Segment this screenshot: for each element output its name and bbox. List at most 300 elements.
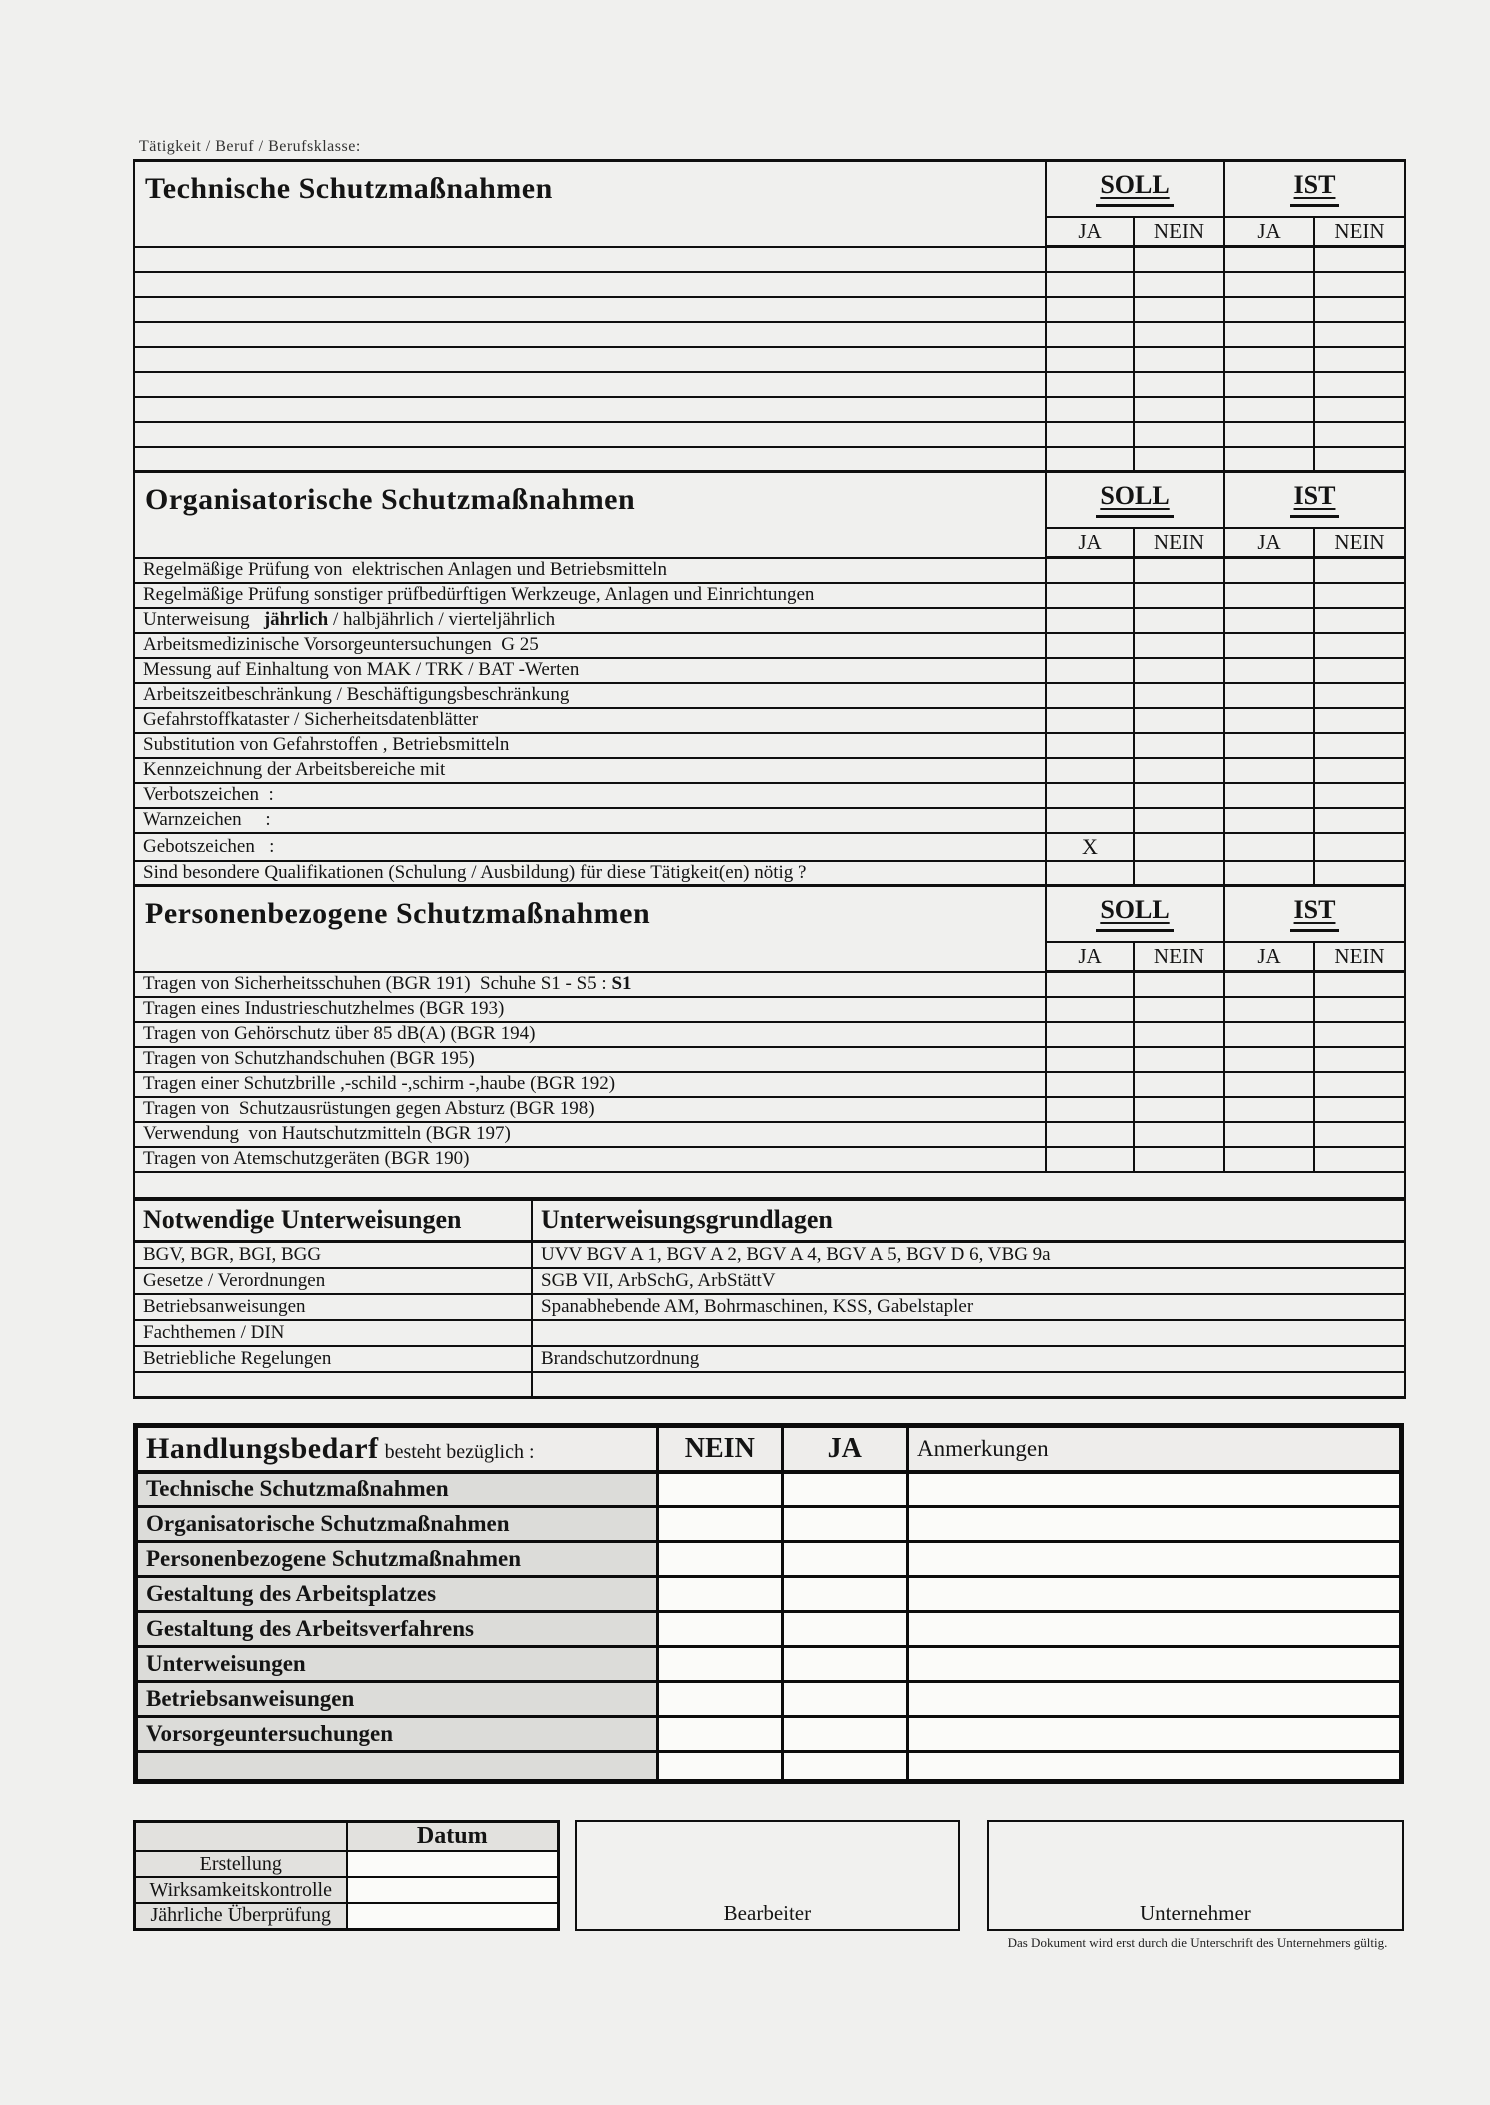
soll-ja-cell [1046, 372, 1134, 397]
handlungsbedarf-title-cell [136, 1426, 658, 1472]
soll-ja-cell [1046, 608, 1134, 633]
measure-label-cell [134, 658, 1046, 683]
measure-label-cell [134, 1097, 1046, 1122]
measure-label-cell [134, 1072, 1046, 1097]
handlungsbedarf-row-label [136, 1752, 658, 1782]
measure-label: Tragen von Schutzhandschuhen (BGR 195) [143, 1048, 475, 1069]
unterweisung-topic: BGV, BGR, BGI, BGG [134, 1242, 532, 1268]
soll-ja-cell [1046, 347, 1134, 372]
bearbeiter-signature-box [575, 1820, 960, 1931]
measure-row [134, 583, 1405, 608]
soll-ja-cell [1046, 861, 1134, 886]
soll-nein-cell [1134, 758, 1224, 783]
soll-nein-cell [1134, 422, 1224, 447]
datum-row-label: Erstellung [135, 1851, 347, 1877]
measure-label: Regelmäßige Prüfung sonstiger prüfbedürftigen Werkzeuge, Anlagen und Einrichtungen [143, 584, 815, 605]
measure-label-cell [134, 833, 1046, 861]
measure-label: Tragen von Schutzausrüstungen gegen Absturz (BGR 198) [143, 1098, 595, 1119]
nein-cell [658, 1752, 782, 1782]
anmerkungen-cell [908, 1542, 1402, 1577]
soll-ja-cell [1046, 808, 1134, 833]
nein-cell [658, 1472, 782, 1507]
soll-nein-header: NEIN [1134, 528, 1224, 558]
empty-measure-row [134, 272, 1405, 297]
ist-header [1224, 886, 1405, 942]
anmerkungen-cell [908, 1717, 1402, 1752]
ja-column-header: JA [782, 1426, 907, 1472]
ist-nein-cell [1314, 658, 1405, 683]
ist-nein-cell [1314, 733, 1405, 758]
ist-ja-cell [1224, 422, 1314, 447]
ist-ja-cell [1224, 683, 1314, 708]
ist-nein-cell [1314, 633, 1405, 658]
ist-nein-cell [1314, 758, 1405, 783]
datum-header: Datum [347, 1822, 559, 1852]
soll-ja-cell [1046, 1072, 1134, 1097]
x-mark-cell: X [1046, 833, 1134, 861]
unterweisungen-col1-header: Notwendige Unterweisungen [134, 1200, 532, 1242]
measure-label-cell [134, 372, 1046, 397]
measure-label: Unterweisung [143, 609, 264, 630]
measure-label-cell [134, 683, 1046, 708]
soll-nein-cell [1134, 297, 1224, 322]
unterweisung-topic: Betriebsanweisungen [134, 1294, 532, 1320]
nein-cell [658, 1577, 782, 1612]
measure-label-cell [134, 1122, 1046, 1147]
ist-ja-cell [1224, 583, 1314, 608]
ist-ja-cell [1224, 1047, 1314, 1072]
handlungsbedarf-title: Handlungsbedarf [146, 1431, 379, 1465]
soll-nein-cell [1134, 583, 1224, 608]
ist-nein-cell [1314, 783, 1405, 808]
unterweisung-row [134, 1372, 1405, 1398]
handlungsbedarf-header-row [136, 1426, 1402, 1472]
ist-ja-cell [1224, 633, 1314, 658]
soll-nein-cell [1134, 272, 1224, 297]
measure-label-cell: Tragen von Sicherheitsschuhen (BGR 191) Schuhe S1 - S5 : S1 [134, 972, 1046, 997]
ist-ja-cell [1224, 733, 1314, 758]
soll-nein-cell [1134, 447, 1224, 472]
measure-label: Substitution von Gefahrstoffen , Betriebsmitteln [143, 734, 510, 755]
nein-cell [658, 1647, 782, 1682]
handlungsbedarf-row [136, 1542, 1402, 1577]
empty-measure-row [134, 347, 1405, 372]
measure-label-cell [134, 272, 1046, 297]
measure-label-cell [134, 1022, 1046, 1047]
measure-label-cell [134, 447, 1046, 472]
ist-ja-cell [1224, 658, 1314, 683]
measure-label-cell [134, 397, 1046, 422]
measure-label: Verwendung von Hautschutzmitteln (BGR 197) [143, 1123, 511, 1144]
ist-ja-cell [1224, 608, 1314, 633]
measure-label-cell [134, 583, 1046, 608]
measure-row [134, 658, 1405, 683]
soll-ja-cell [1046, 247, 1134, 272]
ist-label: IST [1290, 481, 1340, 518]
empty-measure-row [134, 422, 1405, 447]
ist-header [1224, 472, 1405, 528]
ist-nein-cell [1314, 272, 1405, 297]
datum-value-cell [347, 1851, 559, 1877]
soll-ja-cell [1046, 1097, 1134, 1122]
ist-ja-cell [1224, 322, 1314, 347]
handlungsbedarf-row [136, 1682, 1402, 1717]
nein-column-header: NEIN [658, 1426, 782, 1472]
soll-ja-cell [1046, 783, 1134, 808]
soll-nein-cell [1134, 997, 1224, 1022]
soll-nein-cell [1134, 1147, 1224, 1172]
soll-nein-cell [1134, 658, 1224, 683]
datum-row-label: Jährliche Überprüfung [135, 1903, 347, 1929]
measure-label: Tragen von Gehörschutz über 85 dB(A) (BGR 194) [143, 1023, 536, 1044]
measures-table [133, 159, 1406, 1199]
ist-ja-cell [1224, 1022, 1314, 1047]
handlungsbedarf-row-label: Technische Schutzmaßnahmen [136, 1472, 658, 1507]
ist-ja-cell [1224, 833, 1314, 861]
soll-ja-header: JA [1046, 942, 1134, 972]
unterweisungen-table [133, 1199, 1406, 1400]
soll-ja-cell [1046, 633, 1134, 658]
handlungsbedarf-row [136, 1507, 1402, 1542]
measure-row [134, 783, 1405, 808]
measure-label: Messung auf Einhaltung von MAK / TRK / BAT -Werten [143, 659, 580, 680]
soll-nein-cell [1134, 1122, 1224, 1147]
measure-row [134, 1072, 1405, 1097]
soll-ja-cell [1046, 297, 1134, 322]
ist-ja-cell [1224, 783, 1314, 808]
ist-nein-cell [1314, 422, 1405, 447]
ist-header [1224, 161, 1405, 217]
measure-label: Kennzeichnung der Arbeitsbereiche mit [143, 759, 446, 780]
unterweisung-topic: Betriebliche Regelungen [134, 1346, 532, 1372]
soll-label: SOLL [1096, 895, 1173, 932]
soll-ja-cell [1046, 758, 1134, 783]
unterweisung-basis: Spanabhebende AM, Bohrmaschinen, KSS, Gabelstapler [532, 1294, 1405, 1320]
measure-row [134, 608, 1405, 633]
anmerkungen-cell [908, 1507, 1402, 1542]
ist-nein-cell [1314, 247, 1405, 272]
measure-label: Tragen von Atemschutzgeräten (BGR 190) [143, 1148, 470, 1169]
ist-nein-cell [1314, 583, 1405, 608]
soll-ja-cell [1046, 1022, 1134, 1047]
measure-label-cell [134, 322, 1046, 347]
ja-cell [782, 1682, 907, 1717]
unterweisung-basis: SGB VII, ArbSchG, ArbStättV [532, 1268, 1405, 1294]
soll-ja-cell [1046, 397, 1134, 422]
unterweisung-row [134, 1242, 1405, 1268]
measure-row [134, 833, 1405, 861]
ist-ja-cell [1224, 1072, 1314, 1097]
ja-cell [782, 1752, 907, 1782]
soll-ja-cell [1046, 1147, 1134, 1172]
spacer-row [134, 1172, 1405, 1198]
measure-label: Verbotszeichen : [143, 784, 274, 805]
ja-cell [782, 1542, 907, 1577]
ist-ja-cell [1224, 347, 1314, 372]
anmerkungen-cell [908, 1752, 1402, 1782]
ist-ja-cell [1224, 297, 1314, 322]
soll-ja-cell [1046, 1047, 1134, 1072]
measure-label-cell [134, 733, 1046, 758]
unterweisung-row [134, 1346, 1405, 1372]
soll-nein-cell [1134, 1072, 1224, 1097]
ist-ja-cell [1224, 247, 1314, 272]
ist-ja-cell [1224, 397, 1314, 422]
activity-class-label: Tätigkeit / Beruf / Berufsklasse: [139, 138, 361, 155]
section-header-personenbezogen [134, 886, 1405, 942]
soll-ja-cell [1046, 683, 1134, 708]
soll-nein-cell [1134, 372, 1224, 397]
measure-row [134, 1022, 1405, 1047]
ist-ja-header: JA [1224, 528, 1314, 558]
handlungsbedarf-row [136, 1577, 1402, 1612]
handlungsbedarf-row-label: Vorsorgeuntersuchungen [136, 1717, 658, 1752]
handlungsbedarf-row-label: Betriebsanweisungen [136, 1682, 658, 1717]
soll-nein-header: NEIN [1134, 942, 1224, 972]
measure-label: Warnzeichen : [143, 809, 271, 830]
ist-nein-header: NEIN [1314, 528, 1405, 558]
handlungsbedarf-row [136, 1717, 1402, 1752]
nein-cell [658, 1717, 782, 1752]
empty-measure-row [134, 322, 1405, 347]
soll-nein-cell [1134, 783, 1224, 808]
measure-row [134, 1097, 1405, 1122]
soll-header [1046, 886, 1224, 942]
measure-label: Tragen eines Industrieschutzhelmes (BGR 193) [143, 998, 505, 1019]
ist-nein-cell [1314, 322, 1405, 347]
ist-ja-cell [1224, 708, 1314, 733]
unterweisungen-col2-header: Unterweisungsgrundlagen [532, 1200, 1405, 1242]
soll-nein-cell [1134, 633, 1224, 658]
datum-row [135, 1851, 559, 1877]
measure-label: Gebotszeichen : [143, 835, 275, 857]
soll-nein-cell [1134, 1047, 1224, 1072]
measure-row [134, 1047, 1405, 1072]
ist-ja-cell [1224, 447, 1314, 472]
datum-header-row [135, 1822, 559, 1852]
ja-cell [782, 1577, 907, 1612]
empty-measure-row [134, 372, 1405, 397]
ist-nein-cell [1314, 708, 1405, 733]
ist-nein-cell [1314, 1072, 1405, 1097]
handlungsbedarf-row [136, 1472, 1402, 1507]
measure-row [134, 683, 1405, 708]
ist-nein-cell [1314, 833, 1405, 861]
unternehmer-signature-box [987, 1820, 1404, 1931]
handlungsbedarf-row [136, 1647, 1402, 1682]
form-content [133, 138, 1404, 1951]
ist-nein-cell [1314, 861, 1405, 886]
handlungsbedarf-empty-row [136, 1752, 1402, 1782]
ist-nein-cell [1314, 1122, 1405, 1147]
ist-ja-cell [1224, 861, 1314, 886]
section-header-organisatorisch [134, 472, 1405, 528]
ist-ja-cell [1224, 997, 1314, 1022]
ja-cell [782, 1717, 907, 1752]
measure-row [134, 861, 1405, 886]
unterweisung-row [134, 1294, 1405, 1320]
measure-label-cell [134, 861, 1046, 886]
datum-value-cell [347, 1877, 559, 1903]
ist-nein-cell [1314, 1022, 1405, 1047]
datum-header-empty-cell [135, 1822, 347, 1852]
soll-nein-cell [1134, 247, 1224, 272]
unterweisungen-header-row [134, 1200, 1405, 1242]
ist-ja-header: JA [1224, 942, 1314, 972]
soll-nein-cell [1134, 708, 1224, 733]
unterweisung-basis: Brandschutzordnung [532, 1346, 1405, 1372]
ist-nein-cell [1314, 1147, 1405, 1172]
ist-ja-cell [1224, 758, 1314, 783]
measure-row [134, 808, 1405, 833]
measure-label: Arbeitsmedizinische Vorsorgeuntersuchungen G 25 [143, 634, 539, 655]
spacer-cell [134, 1172, 1405, 1198]
ist-nein-cell [1314, 608, 1405, 633]
ist-nein-cell [1314, 997, 1405, 1022]
anmerkungen-cell [908, 1472, 1402, 1507]
measure-label-cell [134, 422, 1046, 447]
section-title-personenbezogen: Personenbezogene Schutzmaßnahmen [134, 886, 1046, 972]
handlungsbedarf-row [136, 1612, 1402, 1647]
nein-cell [658, 1612, 782, 1647]
datum-row [135, 1903, 559, 1929]
nein-cell [658, 1507, 782, 1542]
measure-row [134, 708, 1405, 733]
section-title-organisatorisch: Organisatorische Schutzmaßnahmen [134, 472, 1046, 558]
empty-measure-row [134, 447, 1405, 472]
ist-nein-cell [1314, 1097, 1405, 1122]
measure-row [134, 633, 1405, 658]
ja-cell [782, 1507, 907, 1542]
soll-nein-header: NEIN [1134, 217, 1224, 247]
measure-label: Tragen von Sicherheitsschuhen (BGR 191) Schuhe S1 - S5 : [143, 973, 612, 994]
soll-nein-cell [1134, 322, 1224, 347]
datum-table [133, 1820, 560, 1931]
ist-nein-cell [1314, 683, 1405, 708]
measure-row [134, 997, 1405, 1022]
ist-nein-cell [1314, 397, 1405, 422]
validity-note: Das Dokument wird erst durch die Unterschrift des Unternehmers gültig. [1007, 1934, 1388, 1950]
soll-ja-header: JA [1046, 217, 1134, 247]
measure-label: Regelmäßige Prüfung von elektrischen Anlagen und Betriebsmitteln [143, 559, 667, 580]
empty-measure-row [134, 297, 1405, 322]
handlungsbedarf-row-label: Gestaltung des Arbeitsverfahrens [136, 1612, 658, 1647]
ist-nein-cell [1314, 347, 1405, 372]
soll-nein-cell [1134, 1022, 1224, 1047]
measure-row [134, 1147, 1405, 1172]
soll-nein-cell [1134, 833, 1224, 861]
handlungsbedarf-subtitle: besteht bezüglich : [384, 1440, 535, 1463]
ist-ja-cell [1224, 1122, 1314, 1147]
empty-measure-row [134, 397, 1405, 422]
soll-ja-header: JA [1046, 528, 1134, 558]
handlungsbedarf-row-label: Organisatorische Schutzmaßnahmen [136, 1507, 658, 1542]
soll-ja-cell [1046, 322, 1134, 347]
ist-nein-cell [1314, 447, 1405, 472]
unterweisung-topic: Fachthemen / DIN [134, 1320, 532, 1346]
anmerkungen-cell [908, 1647, 1402, 1682]
measure-label: Sind besondere Qualifikationen (Schulung / Ausbildung) für diese Tätigkeit(en) nötig ? [143, 861, 807, 883]
soll-ja-cell [1046, 733, 1134, 758]
ist-nein-cell [1314, 1047, 1405, 1072]
handlungsbedarf-table [133, 1423, 1404, 1784]
handlungsbedarf-row-label: Gestaltung des Arbeitsplatzes [136, 1577, 658, 1612]
soll-ja-cell [1046, 972, 1134, 997]
unterweisung-topic [134, 1372, 532, 1398]
measure-label-cell [134, 758, 1046, 783]
soll-ja-cell [1046, 708, 1134, 733]
measure-label: Arbeitszeitbeschränkung / Beschäftigungsbeschränkung [143, 684, 570, 705]
ist-ja-cell [1224, 1147, 1314, 1172]
ist-ja-cell [1224, 558, 1314, 583]
ja-cell [782, 1647, 907, 1682]
soll-nein-cell [1134, 558, 1224, 583]
ist-nein-cell [1314, 297, 1405, 322]
soll-label: SOLL [1096, 170, 1173, 207]
soll-nein-cell [1134, 972, 1224, 997]
measure-label-cell [134, 247, 1046, 272]
unterweisung-row [134, 1320, 1405, 1346]
measure-row [134, 1122, 1405, 1147]
soll-nein-cell [1134, 1097, 1224, 1122]
datum-value-cell [347, 1903, 559, 1929]
measure-label-cell [134, 708, 1046, 733]
soll-header [1046, 472, 1224, 528]
handlungsbedarf-row-label: Unterweisungen [136, 1647, 658, 1682]
unterweisung-topic: Gesetze / Verordnungen [134, 1268, 532, 1294]
anmerkungen-cell [908, 1682, 1402, 1717]
measure-row [134, 733, 1405, 758]
soll-ja-cell [1046, 272, 1134, 297]
ist-label: IST [1290, 170, 1340, 207]
section-header-technisch [134, 161, 1405, 217]
measure-label-cell [134, 808, 1046, 833]
ist-ja-cell [1224, 972, 1314, 997]
footer-section [133, 1820, 1404, 1931]
soll-nein-cell [1134, 397, 1224, 422]
soll-ja-cell [1046, 997, 1134, 1022]
ja-cell [782, 1472, 907, 1507]
soll-nein-cell [1134, 683, 1224, 708]
ist-ja-cell [1224, 808, 1314, 833]
anmerkungen-cell [908, 1612, 1402, 1647]
soll-ja-cell [1046, 1122, 1134, 1147]
soll-ja-cell [1046, 583, 1134, 608]
measure-label-cell [134, 1047, 1046, 1072]
bearbeiter-label: Bearbeiter [723, 1900, 812, 1925]
unternehmer-label: Unternehmer [1140, 1900, 1251, 1925]
ist-ja-header: JA [1224, 217, 1314, 247]
measure-label: Gefahrstoffkataster / Sicherheitsdatenblätter [143, 709, 479, 730]
measure-row [134, 972, 1405, 997]
unterweisung-basis [532, 1372, 1405, 1398]
ist-label: IST [1290, 895, 1340, 932]
section-title-technisch: Technische Schutzmaßnahmen [134, 161, 1046, 247]
soll-label: SOLL [1096, 481, 1173, 518]
measure-label-cell [134, 558, 1046, 583]
handlungsbedarf-row-label: Personenbezogene Schutzmaßnahmen [136, 1542, 658, 1577]
nein-cell [658, 1542, 782, 1577]
measure-label-cell [134, 997, 1046, 1022]
soll-nein-cell [1134, 347, 1224, 372]
measure-row [134, 558, 1405, 583]
soll-nein-cell [1134, 861, 1224, 886]
empty-measure-row [134, 247, 1405, 272]
measure-row [134, 758, 1405, 783]
soll-nein-cell [1134, 608, 1224, 633]
anmerkungen-column-header: Anmerkungen [908, 1426, 1402, 1472]
measure-label-cell [134, 1147, 1046, 1172]
